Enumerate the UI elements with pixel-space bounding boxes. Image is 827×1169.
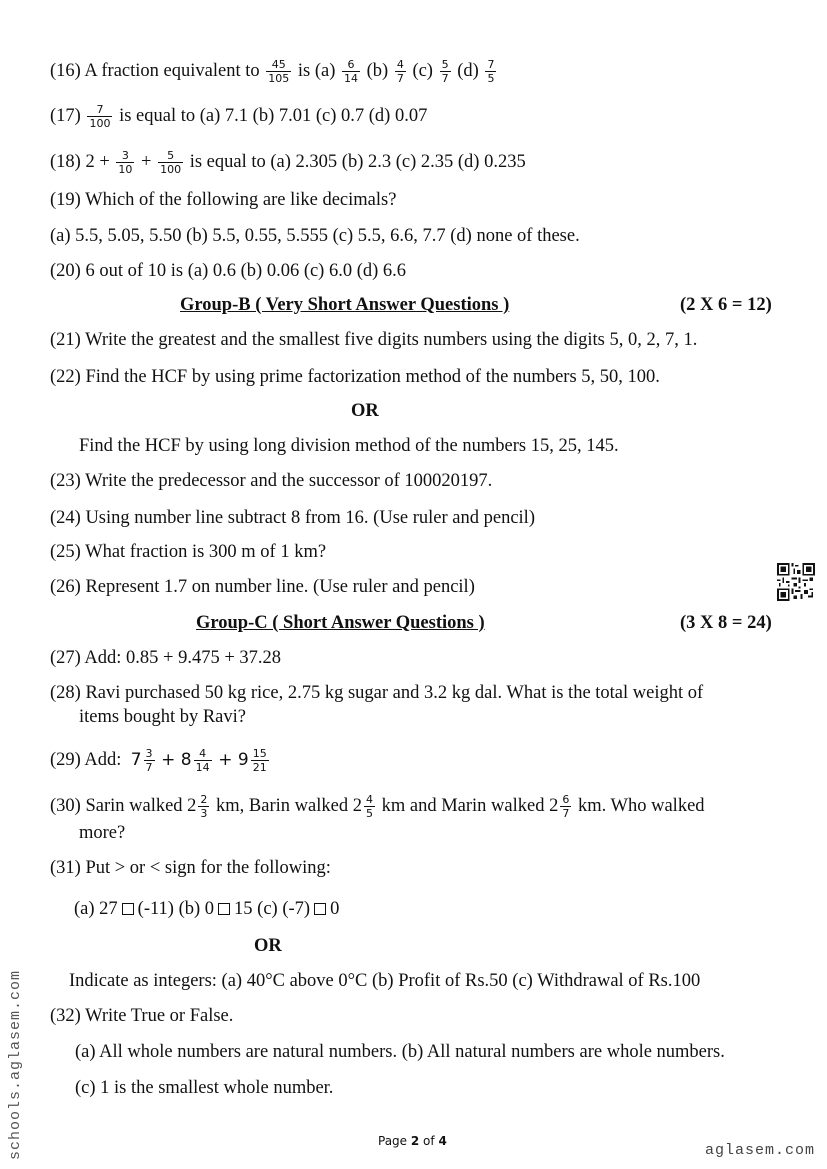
group-c-marks: (3 X 8 = 24): [680, 613, 772, 633]
or-divider: OR: [254, 936, 282, 956]
question-31: (31) Put > or < sign for the following:: [50, 858, 331, 878]
question-32-part-c: (c) 1 is the smallest whole number.: [75, 1078, 334, 1098]
question-22: (22) Find the HCF by using prime factorization method of the numbers 5, 50, 100.: [50, 367, 660, 387]
group-b-title: Group-B ( Very Short Answer Questions ): [180, 295, 510, 315]
question-28-continued: items bought by Ravi?: [79, 707, 246, 727]
fraction: $\frac{5}{100}$: [160, 149, 182, 176]
group-b-marks: (2 X 6 = 12): [680, 295, 772, 315]
blank-box: [314, 903, 326, 915]
fraction: $\frac{5}{7}$: [441, 58, 449, 85]
question-22-alternative: Find the HCF by using long division method of the numbers 15, 25, 145.: [79, 436, 619, 456]
fraction: $\frac{7}{5}$: [487, 58, 495, 85]
question-19-options: (a) 5.5, 5.05, 5.50 (b) 5.5, 0.55, 5.555 (c) 5.5, 6.6, 7.7 (d) none of these.: [50, 226, 580, 246]
blank-box: [122, 903, 134, 915]
question-24: (24) Using number line subtract 8 from 16. (Use ruler and pencil): [50, 508, 535, 528]
fraction: $\frac{6}{7}$: [562, 793, 570, 820]
question-20: (20) 6 out of 10 is (a) 0.6 (b) 0.06 (c) 6.0 (d) 6.6: [50, 261, 407, 281]
question-16: (16) A fraction equivalent to $\frac{45}{105}$ is (a) $\frac{6}{14}$ (b) $\frac{4}{7}$ (c) $\frac{5}{7}$ (d) $\frac{7}{5}$: [50, 58, 495, 85]
fraction: $\frac{4}{5}$: [365, 793, 373, 820]
qr-code-icon: [777, 563, 815, 601]
question-18: (18) 2 + $\frac{3}{10}$ + $\frac{5}{100}$ is equal to (a) 2.305 (b) 2.3 (c) 2.35 (d) 0.235: [50, 149, 526, 176]
question-26: (26) Represent 1.7 on number line. (Use ruler and pencil): [50, 577, 475, 597]
question-28: (28) Ravi purchased 50 kg rice, 2.75 kg sugar and 3.2 kg dal. What is the total weight of: [50, 683, 704, 703]
side-watermark: schools.aglasem.com: [7, 969, 24, 1160]
fraction: $\frac{2}{3}$: [200, 793, 208, 820]
question-30: (30) Sarin walked 2 $\frac{2}{3}$ km, Barin walked 2 $\frac{4}{5}$ km and Marin walked 2 $\frac{6}{7}$ km. Who walked: [50, 793, 705, 820]
fraction: $\frac{15}{21}$: [252, 747, 267, 774]
question-32: (32) Write True or False.: [50, 1006, 234, 1026]
question-25: (25) What fraction is 300 m of 1 km?: [50, 542, 327, 562]
fraction: $\frac{3}{7}$: [145, 747, 153, 774]
or-divider: OR: [351, 401, 379, 421]
fraction: $\frac{6}{14}$: [343, 58, 358, 85]
brand-watermark: aglasem.com: [704, 1142, 815, 1159]
blank-box: [218, 903, 230, 915]
question-31-alternative: Indicate as integers: (a) 40°C above 0°C (b) Profit of Rs.50 (c) Withdrawal of Rs.100: [69, 971, 701, 991]
question-32-parts-ab: (a) All whole numbers are natural numbers. (b) All natural numbers are whole numbers.: [75, 1042, 725, 1062]
fraction: $\frac{3}{10}$: [118, 149, 133, 176]
fraction: $\frac{7}{100}$: [89, 103, 111, 130]
fraction: $\frac{45}{105}$: [268, 58, 290, 85]
question-23: (23) Write the predecessor and the successor of 100020197.: [50, 471, 493, 491]
fraction: $\frac{4}{7}$: [396, 58, 404, 85]
page-number: Page 2 of 4: [378, 1134, 447, 1148]
question-21: (21) Write the greatest and the smallest five digits numbers using the digits 5, 0, 2, 7, 1.: [50, 330, 698, 350]
question-30-continued: more?: [79, 823, 126, 843]
question-27: (27) Add: 0.85 + 9.475 + 37.28: [50, 648, 282, 668]
group-c-title: Group-C ( Short Answer Questions ): [196, 613, 485, 633]
question-19: (19) Which of the following are like decimals?: [50, 190, 397, 210]
fraction: $\frac{4}{14}$: [195, 747, 210, 774]
question-17: (17) $\frac{7}{100}$ is equal to (a) 7.1 (b) 7.01 (c) 0.7 (d) 0.07: [50, 103, 428, 130]
question-31-parts: (a) 27 (-11) (b) 0 15 (c) (-7) 0: [74, 899, 340, 919]
question-29: (29) Add: 7 $\frac{3}{7}$ + 8 $\frac{4}{14}$ + 9 $\frac{15}{21}$: [50, 747, 267, 774]
